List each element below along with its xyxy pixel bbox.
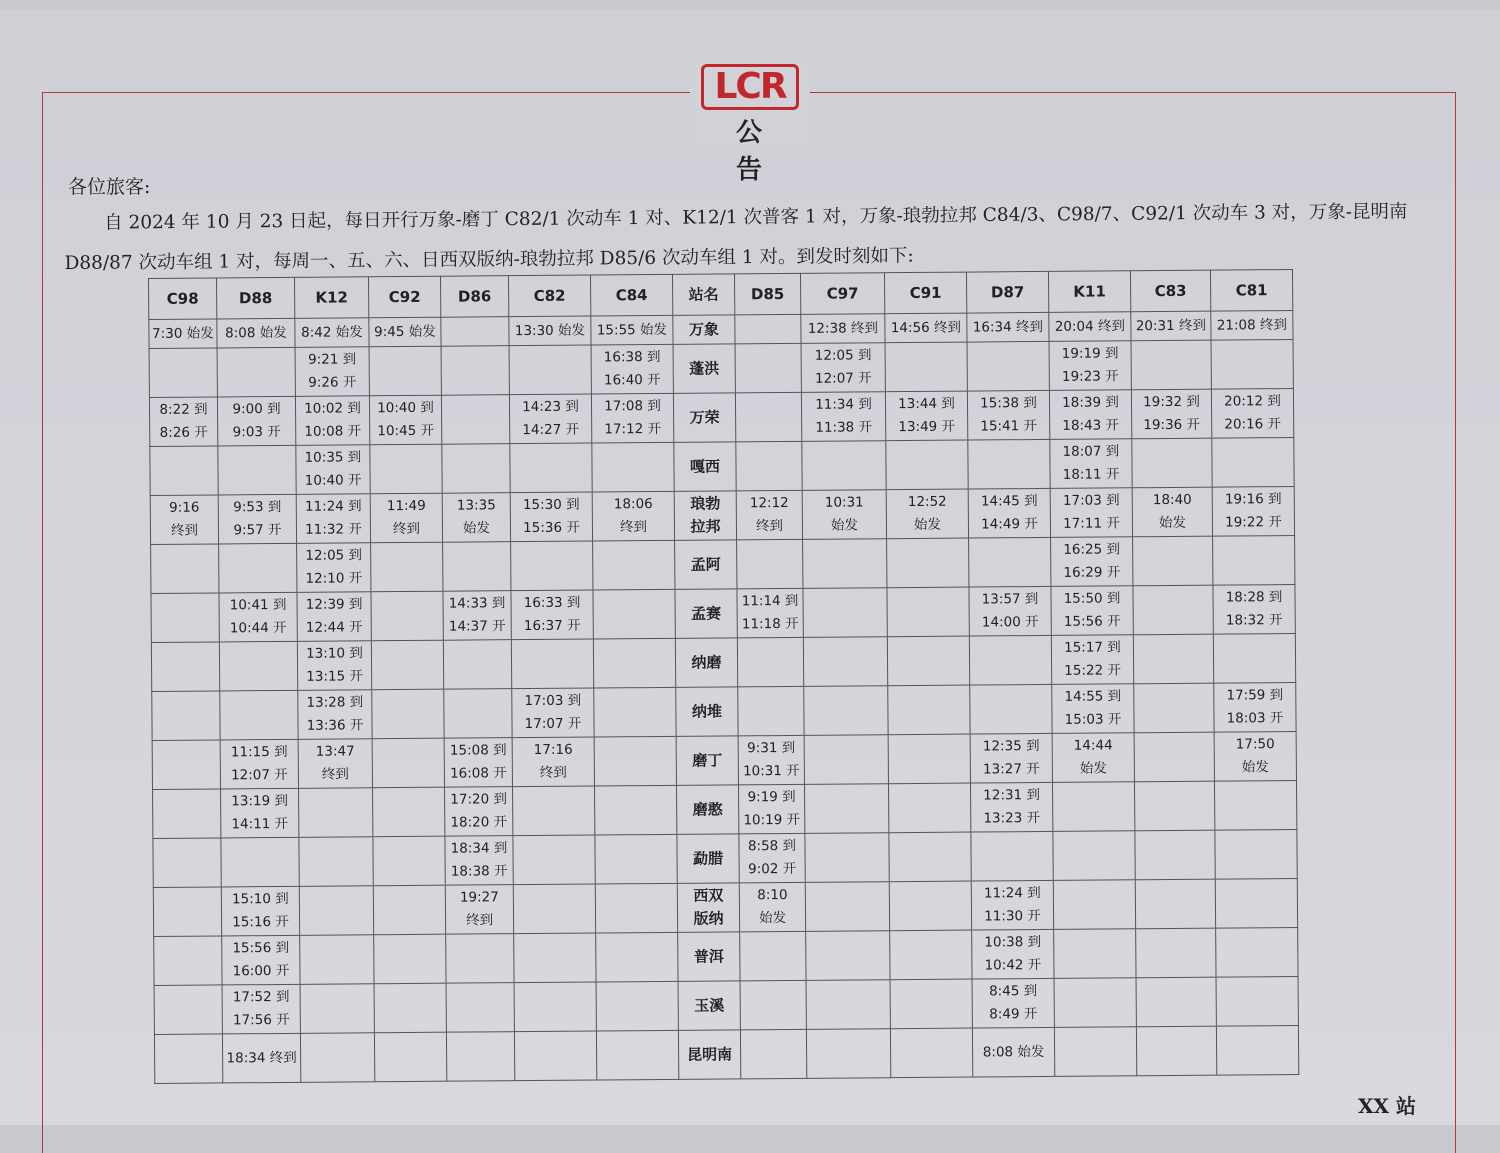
header bbox=[690, 58, 810, 185]
train-column-header: C84 bbox=[590, 274, 672, 316]
time-cell bbox=[736, 441, 802, 491]
time-cell: 13:47 终到 bbox=[298, 739, 372, 789]
time-cell bbox=[1052, 782, 1134, 832]
time-cell bbox=[596, 981, 678, 1031]
time-cell: 11:34 到 11:38 开 bbox=[801, 392, 885, 442]
time-cell: 19:19 到 19:23 开 bbox=[1049, 341, 1131, 391]
time-cell bbox=[1215, 829, 1297, 879]
time-cell bbox=[150, 446, 218, 496]
time-cell: 15:55 始发 bbox=[591, 315, 673, 345]
table-row bbox=[152, 682, 1296, 740]
time-cell bbox=[151, 593, 219, 643]
time-cell bbox=[806, 980, 890, 1030]
time-cell bbox=[888, 734, 970, 784]
table-row bbox=[152, 731, 1296, 789]
time-cell: 11:49 终到 bbox=[370, 493, 442, 543]
table-row bbox=[151, 585, 1295, 643]
time-cell bbox=[595, 785, 677, 835]
time-cell bbox=[1133, 585, 1213, 635]
time-cell: 18:34 终到 bbox=[222, 1033, 300, 1083]
time-cell bbox=[740, 980, 806, 1030]
time-cell bbox=[154, 1034, 222, 1084]
time-cell bbox=[514, 982, 596, 1032]
station-name-cell: 孟赛 bbox=[675, 589, 737, 638]
train-column-header: C98 bbox=[149, 278, 217, 320]
time-cell bbox=[596, 1030, 678, 1080]
table-row bbox=[154, 1025, 1298, 1083]
time-cell: 14:33 到 14:37 开 bbox=[443, 591, 511, 641]
time-cell bbox=[220, 690, 298, 740]
train-column-header: C92 bbox=[368, 276, 440, 318]
time-cell: 20:31 终到 bbox=[1131, 311, 1211, 341]
time-cell: 9:45 始发 bbox=[369, 317, 441, 347]
time-cell: 12:52 始发 bbox=[886, 489, 968, 539]
time-cell: 8:10 始发 bbox=[739, 882, 805, 932]
time-cell: 15:17 到 15:22 开 bbox=[1051, 635, 1133, 685]
time-cell: 14:23 到 14:27 开 bbox=[509, 394, 591, 444]
time-cell bbox=[593, 638, 675, 688]
time-cell bbox=[153, 887, 221, 937]
time-cell bbox=[1214, 780, 1296, 830]
notice-title: 公 告 bbox=[735, 118, 784, 185]
time-cell: 14:45 到 14:49 开 bbox=[968, 488, 1050, 538]
time-cell: 14:44 始发 bbox=[1052, 733, 1134, 783]
time-cell: 17:50 始发 bbox=[1214, 731, 1296, 781]
time-cell bbox=[219, 543, 297, 593]
time-cell: 8:08 始发 bbox=[217, 318, 295, 348]
time-cell bbox=[889, 881, 971, 931]
time-cell bbox=[594, 736, 676, 786]
time-cell: 20:04 终到 bbox=[1049, 312, 1131, 342]
time-cell bbox=[374, 983, 446, 1033]
time-cell: 16:38 到 16:40 开 bbox=[591, 344, 673, 394]
time-cell bbox=[1133, 634, 1213, 684]
time-cell bbox=[446, 1032, 514, 1082]
time-cell bbox=[740, 931, 806, 981]
time-cell: 8:42 始发 bbox=[295, 318, 369, 348]
time-cell: 13:57 到 14:00 开 bbox=[969, 586, 1051, 636]
time-cell bbox=[1216, 927, 1298, 977]
time-cell bbox=[889, 832, 971, 882]
time-cell bbox=[1054, 929, 1136, 979]
time-cell bbox=[888, 783, 970, 833]
time-cell: 10:31 始发 bbox=[802, 490, 886, 540]
time-cell bbox=[1135, 879, 1215, 929]
train-column-header: C91 bbox=[884, 272, 966, 314]
time-cell: 18:39 到 18:43 开 bbox=[1049, 390, 1131, 440]
time-cell: 16:34 终到 bbox=[967, 312, 1049, 342]
time-cell bbox=[888, 685, 970, 735]
time-cell bbox=[509, 345, 591, 395]
time-cell: 9:21 到 9:26 开 bbox=[295, 347, 369, 397]
time-cell: 17:52 到 17:56 开 bbox=[222, 984, 300, 1034]
time-cell: 10:35 到 10:40 开 bbox=[296, 445, 370, 495]
time-cell: 11:14 到 11:18 开 bbox=[737, 588, 803, 638]
time-cell: 9:53 到 9:57 开 bbox=[218, 494, 296, 544]
time-cell bbox=[300, 984, 374, 1034]
time-cell: 11:15 到 12:07 开 bbox=[220, 739, 298, 789]
time-cell bbox=[513, 884, 595, 934]
table-row bbox=[153, 878, 1297, 936]
time-cell bbox=[803, 539, 887, 589]
time-cell: 15:50 到 15:56 开 bbox=[1051, 586, 1133, 636]
time-cell bbox=[596, 932, 678, 982]
time-cell bbox=[219, 641, 297, 691]
station-name-cell: 磨憨 bbox=[677, 785, 739, 834]
time-cell bbox=[149, 348, 217, 398]
time-cell: 21:08 终到 bbox=[1211, 311, 1293, 341]
time-cell bbox=[886, 440, 968, 490]
time-cell bbox=[1054, 1027, 1136, 1077]
time-cell: 10:40 到 10:45 开 bbox=[369, 395, 441, 445]
notice-body: 自 2024 年 10 月 23 日起，每日开行万象-磨丁 C82/1 次动车 1 对、K12/1 次普客 1 对，万象-琅勃拉邦 C84/3、C98/7、C92/1 次动车 3 对，万象-昆明南 D88/87 次动车组 1 对，每周一、五、六、日西双版纳-琅勃拉邦 D85/6 次动车组 1 对。到发时刻如下: bbox=[64, 201, 1408, 274]
time-cell bbox=[885, 342, 967, 392]
time-cell bbox=[441, 317, 509, 347]
time-cell bbox=[1131, 340, 1211, 390]
time-cell: 12:05 到 12:07 开 bbox=[801, 343, 885, 393]
time-cell: 9:31 到 10:31 开 bbox=[738, 735, 804, 785]
time-cell: 15:08 到 16:08 开 bbox=[444, 738, 512, 788]
time-cell bbox=[802, 441, 886, 491]
station-name-cell: 琅勃 拉邦 bbox=[674, 491, 736, 540]
time-cell bbox=[737, 539, 803, 589]
time-cell: 15:56 到 16:00 开 bbox=[222, 935, 300, 985]
time-cell bbox=[1212, 438, 1294, 488]
time-cell bbox=[1132, 438, 1212, 488]
table-row bbox=[151, 536, 1295, 594]
time-cell bbox=[735, 314, 801, 344]
time-cell bbox=[595, 834, 677, 884]
time-cell: 12:35 到 13:27 开 bbox=[970, 733, 1052, 783]
time-cell bbox=[300, 1033, 374, 1083]
station-name-cell: 纳堆 bbox=[676, 687, 738, 736]
time-cell: 13:28 到 13:36 开 bbox=[298, 690, 372, 740]
time-cell: 17:20 到 18:20 开 bbox=[445, 787, 513, 837]
time-cell: 13:30 始发 bbox=[509, 316, 591, 346]
time-cell bbox=[968, 439, 1050, 489]
time-cell bbox=[971, 831, 1053, 881]
time-cell: 13:35 始发 bbox=[442, 493, 510, 543]
time-cell bbox=[735, 343, 801, 393]
time-cell bbox=[372, 689, 444, 739]
time-cell: 17:08 到 17:12 开 bbox=[591, 393, 673, 443]
time-cell bbox=[887, 538, 969, 588]
time-cell bbox=[511, 639, 593, 689]
time-cell bbox=[1213, 536, 1295, 586]
time-cell: 12:05 到 12:10 开 bbox=[297, 543, 371, 593]
time-cell: 12:31 到 13:23 开 bbox=[970, 782, 1052, 832]
time-cell: 13:44 到 13:49 开 bbox=[885, 391, 967, 441]
time-cell bbox=[890, 979, 972, 1029]
station-name-cell: 万象 bbox=[673, 315, 735, 344]
time-cell: 16:25 到 16:29 开 bbox=[1051, 537, 1133, 587]
time-cell bbox=[446, 934, 514, 984]
time-cell: 17:03 到 17:07 开 bbox=[512, 688, 594, 738]
time-cell bbox=[374, 1032, 446, 1082]
time-cell bbox=[514, 1031, 596, 1081]
time-cell: 7:30 始发 bbox=[149, 319, 217, 349]
time-cell bbox=[1054, 978, 1136, 1028]
station-name-cell: 玉溪 bbox=[678, 981, 740, 1030]
time-cell: 12:38 终到 bbox=[801, 314, 885, 344]
station-signature: XX 站 bbox=[1358, 1094, 1416, 1118]
time-cell bbox=[152, 691, 220, 741]
time-cell: 10:41 到 10:44 开 bbox=[219, 592, 297, 642]
time-cell bbox=[804, 735, 888, 785]
time-cell: 8:45 到 8:49 开 bbox=[972, 978, 1054, 1028]
time-cell bbox=[441, 395, 509, 445]
time-cell: 19:32 到 19:36 开 bbox=[1131, 389, 1211, 439]
time-cell bbox=[594, 687, 676, 737]
time-cell bbox=[154, 985, 222, 1035]
time-cell: 9:00 到 9:03 开 bbox=[217, 396, 295, 446]
time-cell bbox=[1211, 340, 1293, 390]
table-row bbox=[154, 927, 1298, 985]
time-cell bbox=[1136, 1026, 1216, 1076]
time-cell bbox=[441, 346, 509, 396]
time-cell bbox=[805, 882, 889, 932]
station-name-cell: 嘎西 bbox=[674, 442, 736, 491]
time-cell bbox=[446, 983, 514, 1033]
time-cell bbox=[443, 640, 511, 690]
time-cell bbox=[970, 684, 1052, 734]
time-cell bbox=[370, 444, 442, 494]
time-cell bbox=[218, 445, 296, 495]
time-cell bbox=[1136, 977, 1216, 1027]
time-cell: 9:19 到 10:19 开 bbox=[738, 784, 804, 834]
time-cell bbox=[514, 933, 596, 983]
train-column-header: D88 bbox=[217, 277, 295, 319]
station-column-header: 站名 bbox=[672, 274, 734, 315]
time-cell bbox=[151, 642, 219, 692]
time-cell bbox=[593, 540, 675, 590]
time-cell bbox=[806, 931, 890, 981]
time-cell: 11:24 到 11:30 开 bbox=[971, 880, 1053, 930]
time-cell bbox=[592, 442, 674, 492]
time-cell: 13:10 到 13:15 开 bbox=[297, 641, 371, 691]
time-cell: 12:39 到 12:44 开 bbox=[297, 592, 371, 642]
time-cell: 10:02 到 10:08 开 bbox=[295, 396, 369, 446]
table-row bbox=[151, 633, 1295, 691]
time-cell bbox=[221, 837, 299, 887]
train-column-header: C81 bbox=[1210, 270, 1292, 312]
time-cell: 17:59 到 18:03 开 bbox=[1214, 682, 1296, 732]
time-cell bbox=[511, 541, 593, 591]
time-cell bbox=[1216, 976, 1298, 1026]
time-cell bbox=[969, 537, 1051, 587]
station-name-cell: 勐腊 bbox=[677, 834, 739, 883]
time-cell bbox=[803, 588, 887, 638]
table-row bbox=[149, 340, 1293, 398]
train-column-header: K12 bbox=[294, 277, 368, 319]
time-cell bbox=[737, 637, 803, 687]
time-cell bbox=[803, 637, 887, 687]
table-row bbox=[153, 829, 1297, 887]
time-cell: 8:22 到 8:26 开 bbox=[149, 397, 217, 447]
time-cell bbox=[510, 443, 592, 493]
train-column-header: D85 bbox=[734, 273, 800, 315]
time-cell bbox=[738, 686, 804, 736]
time-cell bbox=[299, 788, 373, 838]
time-cell bbox=[1134, 781, 1214, 831]
station-name-cell: 纳磨 bbox=[675, 638, 737, 687]
time-cell: 18:28 到 18:32 开 bbox=[1213, 585, 1295, 635]
station-name-cell: 蓬洪 bbox=[673, 344, 735, 393]
time-cell bbox=[373, 885, 445, 935]
time-cell: 11:24 到 11:32 开 bbox=[296, 494, 370, 544]
time-cell: 15:10 到 15:16 开 bbox=[221, 886, 299, 936]
time-cell bbox=[595, 883, 677, 933]
time-cell: 12:12 终到 bbox=[736, 490, 802, 540]
train-column-header: K11 bbox=[1048, 271, 1130, 313]
greeting: 各位旅客: bbox=[68, 176, 151, 198]
table-row bbox=[150, 438, 1294, 496]
time-cell: 8:08 始发 bbox=[972, 1027, 1054, 1077]
timetable bbox=[148, 269, 1299, 1084]
time-cell bbox=[444, 689, 512, 739]
time-cell: 19:27 终到 bbox=[445, 885, 513, 935]
time-cell bbox=[154, 936, 222, 986]
time-cell bbox=[804, 784, 888, 834]
time-cell bbox=[890, 1028, 972, 1078]
time-cell bbox=[735, 392, 801, 442]
time-cell bbox=[373, 836, 445, 886]
time-cell bbox=[369, 346, 441, 396]
time-cell bbox=[1053, 880, 1135, 930]
time-cell bbox=[371, 591, 443, 641]
time-cell: 18:40 始发 bbox=[1132, 487, 1212, 537]
lcr-logo: LCR bbox=[701, 64, 799, 110]
time-cell bbox=[373, 787, 445, 837]
time-cell bbox=[217, 347, 295, 397]
station-name-cell: 孟阿 bbox=[675, 540, 737, 589]
table-row bbox=[153, 780, 1297, 838]
time-cell bbox=[1134, 732, 1214, 782]
time-cell: 18:34 到 18:38 开 bbox=[445, 836, 513, 886]
train-column-header: C97 bbox=[800, 273, 884, 315]
time-cell bbox=[969, 635, 1051, 685]
time-cell: 17:03 到 17:11 开 bbox=[1050, 488, 1132, 538]
time-cell: 8:58 到 9:02 开 bbox=[739, 833, 805, 883]
time-cell bbox=[1213, 633, 1295, 683]
time-cell: 18:07 到 18:11 开 bbox=[1050, 439, 1132, 489]
time-cell bbox=[300, 935, 374, 985]
time-cell bbox=[443, 542, 511, 592]
time-cell: 17:16 终到 bbox=[512, 737, 594, 787]
time-cell bbox=[372, 738, 444, 788]
station-name-cell: 万荣 bbox=[673, 393, 735, 442]
time-cell bbox=[805, 833, 889, 883]
time-cell bbox=[890, 930, 972, 980]
time-cell bbox=[513, 786, 595, 836]
time-cell: 19:16 到 19:22 开 bbox=[1212, 487, 1294, 537]
time-cell: 14:56 终到 bbox=[885, 313, 967, 343]
time-cell: 15:38 到 15:41 开 bbox=[967, 390, 1049, 440]
time-cell bbox=[374, 934, 446, 984]
time-cell: 16:33 到 16:37 开 bbox=[511, 590, 593, 640]
time-cell bbox=[1134, 683, 1214, 733]
time-cell bbox=[371, 640, 443, 690]
time-cell bbox=[1136, 928, 1216, 978]
train-column-header: C82 bbox=[508, 275, 590, 317]
time-cell bbox=[299, 837, 373, 887]
time-cell bbox=[153, 789, 221, 839]
time-cell bbox=[804, 686, 888, 736]
station-name-cell: 磨丁 bbox=[676, 736, 738, 785]
time-cell bbox=[1215, 878, 1297, 928]
time-cell: 14:55 到 15:03 开 bbox=[1052, 684, 1134, 734]
time-cell bbox=[152, 740, 220, 790]
time-cell bbox=[967, 341, 1049, 391]
time-cell bbox=[371, 542, 443, 592]
time-cell bbox=[887, 587, 969, 637]
notice-paper bbox=[0, 10, 1500, 1125]
table-row bbox=[150, 487, 1294, 545]
time-cell bbox=[1133, 536, 1213, 586]
station-name-cell: 昆明南 bbox=[678, 1030, 740, 1079]
time-cell: 20:12 到 20:16 开 bbox=[1211, 389, 1293, 439]
time-cell: 9:16 终到 bbox=[150, 495, 218, 545]
time-cell: 18:06 终到 bbox=[592, 491, 674, 541]
train-column-header: C83 bbox=[1130, 270, 1210, 312]
time-cell bbox=[442, 444, 510, 494]
time-cell bbox=[1216, 1025, 1298, 1075]
time-cell bbox=[887, 636, 969, 686]
time-cell bbox=[806, 1029, 890, 1079]
table-row bbox=[154, 976, 1298, 1034]
time-cell bbox=[513, 835, 595, 885]
time-cell bbox=[1135, 830, 1215, 880]
time-cell bbox=[593, 589, 675, 639]
train-column-header: D86 bbox=[440, 276, 508, 318]
station-name-cell: 西双 版纳 bbox=[677, 883, 739, 932]
timetable-table bbox=[148, 269, 1299, 1084]
time-cell bbox=[299, 886, 373, 936]
time-cell bbox=[151, 544, 219, 594]
time-cell bbox=[740, 1029, 806, 1079]
time-cell: 13:19 到 14:11 开 bbox=[221, 788, 299, 838]
time-cell bbox=[153, 838, 221, 888]
time-cell: 15:30 到 15:36 开 bbox=[510, 492, 592, 542]
time-cell: 10:38 到 10:42 开 bbox=[972, 929, 1054, 979]
train-column-header: D87 bbox=[966, 271, 1048, 313]
table-row bbox=[149, 389, 1293, 447]
station-name-cell: 普洱 bbox=[678, 932, 740, 981]
time-cell bbox=[1053, 831, 1135, 881]
